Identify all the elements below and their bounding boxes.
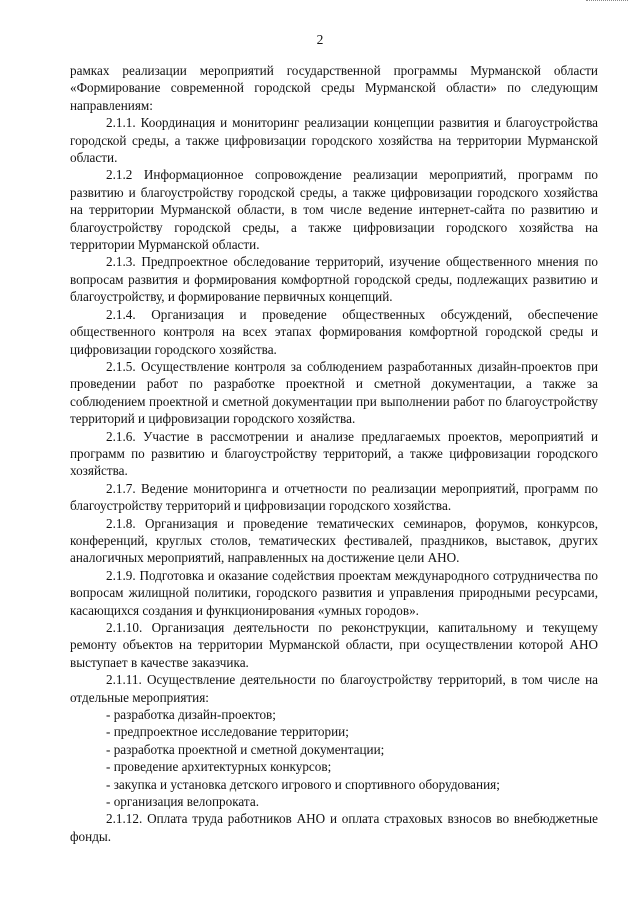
paragraph-2-1-5: 2.1.5. Осуществление контроля за соблюдением разработанных дизайн-проектов при проведении работ по разработке проектной и сметной документации, а также за соблюдением проектной и сметной документации при выполнении работ по благоустройству территорий и цифровизации городского хозяйства. <box>70 358 598 427</box>
paragraph-2-1-12: 2.1.12. Оплата труда работников АНО и оплата страховых взносов во внебюджетные фонды. <box>70 811 598 844</box>
list-item: - закупка и установка детского игрового и спортивного оборудования; <box>106 776 500 792</box>
paragraph-2-1-10: 2.1.10. Организация деятельности по реконструкции, капитальному и текущему ремонту объектов на территории Мурманской области, при осуществлении которой АНО выступает в качестве заказчика. <box>70 620 598 670</box>
page-edge-mark <box>586 0 628 3</box>
paragraph-intro: рамках реализации мероприятий государственной программы Мурманской области «Формирование современной городской среды Мурманской области» по следующим направлениям: <box>70 63 598 113</box>
paragraph-2-1-6: 2.1.6. Участие в рассмотрении и анализе предлагаемых проектов, мероприятий и программ по развитию и благоустройству территорий, а также цифровизации городского хозяйства. <box>70 428 598 479</box>
list-item: - разработка проектной и сметной документации; <box>106 741 385 757</box>
paragraph-2-1-8: 2.1.8. Организация и проведение тематических семинаров, форумов, конкурсов, конференций, круглых столов, тематических фестивалей, праздников, выставок, других аналогичных мероприятий, направленных на достижение цели АНО. <box>70 515 598 566</box>
paragraph-2-1-9: 2.1.9. Подготовка и оказание содействия проектам международного сотрудничества по вопросам жилищной политики, городского развития и управления природными ресурсами, касающихся создания и функционирования «умных городов». <box>70 567 598 618</box>
list-item: - предпроектное исследование территории; <box>106 724 349 740</box>
list-item: - разработка дизайн-проектов; <box>106 707 276 723</box>
paragraph-2-1-1: 2.1.1. Координация и мониторинг реализации концепции развития и благоустройства городской среды, а также цифровизации городского хозяйства на территории Мурманской области. <box>70 115 598 166</box>
paragraph-2-1-11: 2.1.11. Осуществление деятельности по благоустройству территорий, в том числе на отдельные мероприятия: <box>70 672 598 705</box>
list-item: - организация велопроката. <box>106 794 260 810</box>
paragraph-2-1-2: 2.1.2 Информационное сопровождение реализации мероприятий, программ по развитию и благоустройству городской среды, а также цифровизации городского хозяйства на территории Мурманской области, в том числе ведение интернет-сайта по развитию и благоустройству городской среды, а также цифровизации городского хозяйства на территории Мурманской области. <box>70 167 598 253</box>
list-item: - проведение архитектурных конкурсов; <box>106 759 332 775</box>
document-body <box>70 62 598 845</box>
paragraph-2-1-7: 2.1.7. Ведение мониторинга и отчетности по реализации мероприятий, программ по благоустройству территорий и цифровизации городского хозяйства. <box>70 480 598 514</box>
page-number: 2 <box>316 32 324 47</box>
paragraph-2-1-3: 2.1.3. Предпроектное обследование территорий, изучение общественного мнения по вопросам развития и формирования комфортной городской среды, подлежащих развитию и благоустройству, и формирование первичных концепций. <box>70 254 598 305</box>
paragraph-2-1-4: 2.1.4. Организация и проведение общественных обсуждений, обеспечение общественного контроля на всех этапах формирования комфортной городской среды и цифровизации городского хозяйства. <box>70 306 598 357</box>
